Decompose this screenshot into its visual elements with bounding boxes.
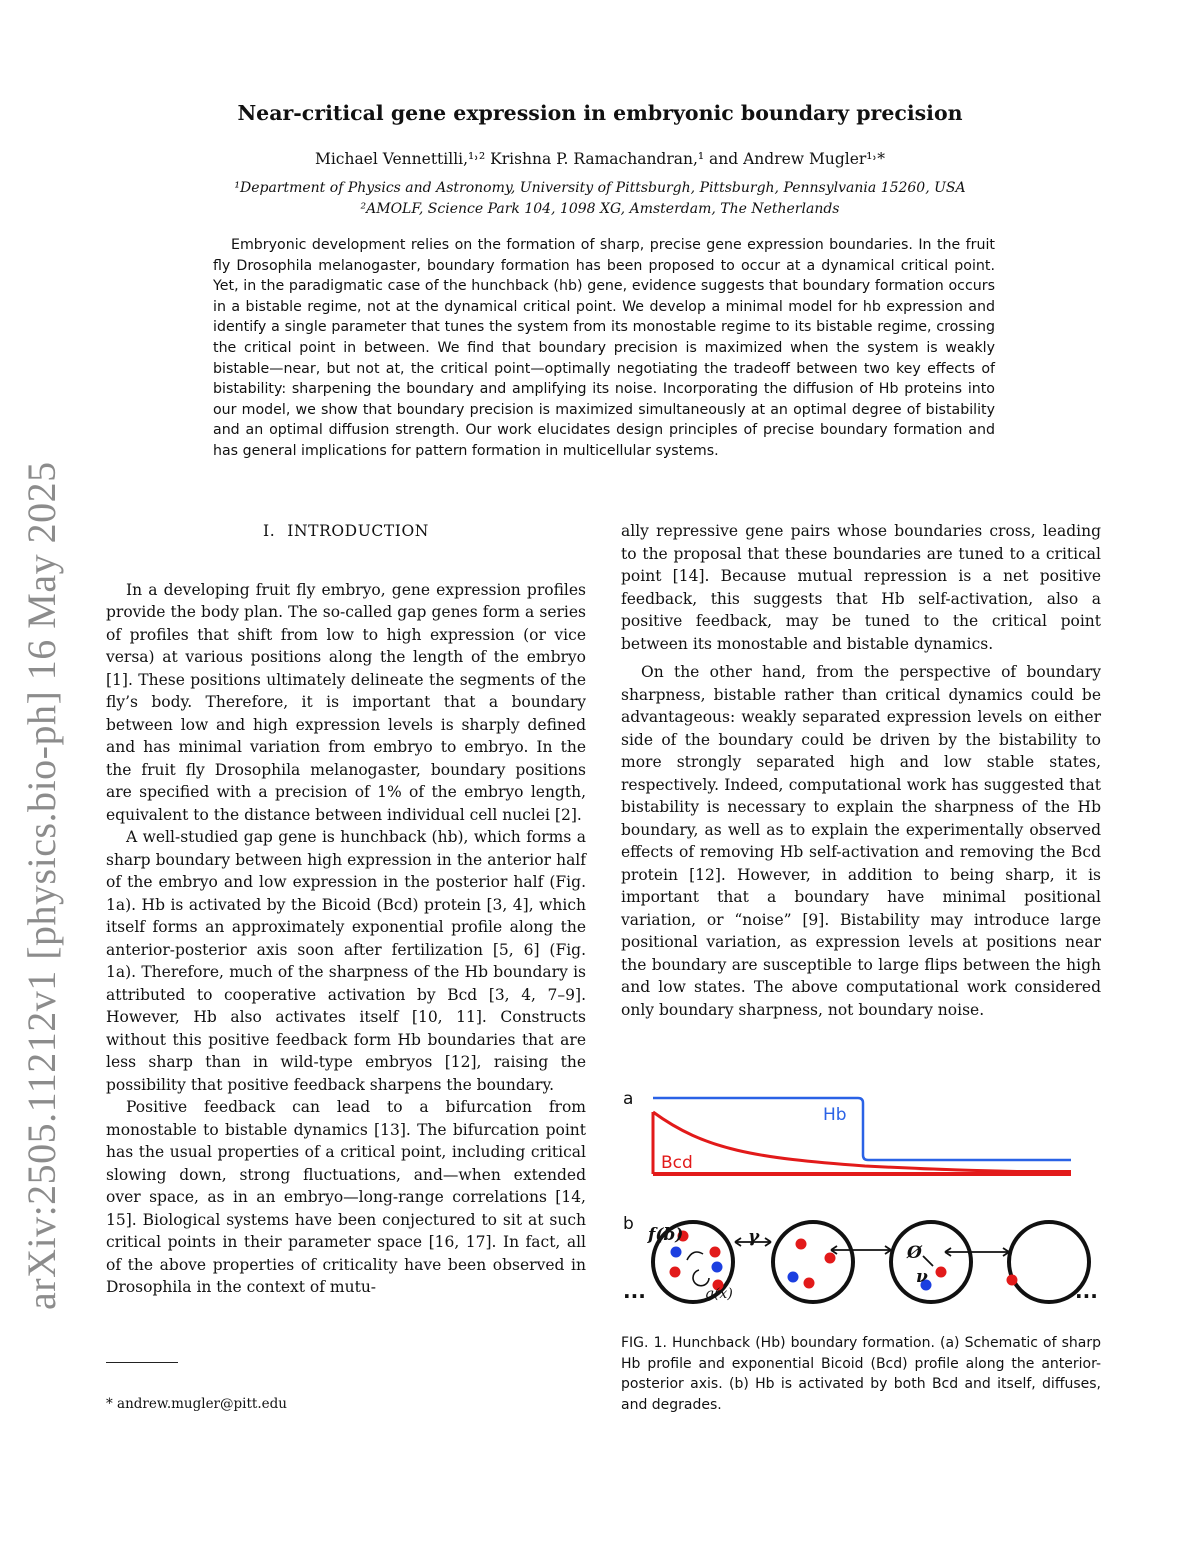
hb-protein-dot (710, 1247, 721, 1258)
section-title: INTRODUCTION (287, 522, 429, 540)
hb-label: Hb (823, 1105, 847, 1125)
hb-protein-dot (796, 1239, 807, 1250)
diffusion-rate-label: γ (748, 1227, 760, 1247)
bcd-label: Bcd (661, 1153, 693, 1173)
degradation-sink-label: Ø (907, 1243, 922, 1263)
arxiv-identifier: arXiv:2505.11212v1 [physics.bio-ph] 16 May 2025 (19, 461, 64, 1310)
footnote-divider (106, 1362, 178, 1363)
affiliation-2: ²AMOLF, Science Park 104, 1098 XG, Amsterdam, The Netherlands (360, 201, 840, 217)
degradation-arrow (923, 1256, 933, 1266)
footnote-email: * andrew.mugler@pitt.edu (106, 1396, 287, 1412)
nucleus-2 (773, 1222, 853, 1302)
right-column (621, 520, 1101, 1021)
nucleus-3 (891, 1222, 971, 1302)
author-list: Michael Vennettilli,¹˒² Krishna P. Ramachandran,¹ and Andrew Mugler¹˒* (314, 150, 886, 168)
paragraph-3: Positive feedback can lead to a bifurcation from monostable to bistable dynamics [13]. The bifurcation point has the usual properties of a critical point, including critical slowing down, strong fluctuations, and—when extended over space, as in an embryo—long-range correlations [14, 15]. Biological systems have been conjectured to sit at such critical points in their parameter space [16, 17]. In fact, all of the above properties of criticality have been observed in Drosophila in the context of mutu- (106, 1098, 586, 1296)
bcd-protein-dot (671, 1247, 682, 1258)
paragraph-4: ally repressive gene pairs whose boundaries cross, leading to the proposal that these boundaries are tuned to a critical point [14]. Because mutual repression is a net positive feedback, this suggests that Hb self-activation, also a positive feedback, may be tuned to the critical point between its monostable and bistable dynamics. (621, 522, 1101, 653)
bcd-protein-dot (712, 1262, 723, 1273)
hb-protein-dot (936, 1267, 947, 1278)
self-activation-loop (693, 1270, 709, 1286)
paragraph-5: On the other hand, from the perspective of boundary sharpness, bistable rather than critical dynamics could be advantageous: weakly separated expression levels on either side of the boundary could be driven by the bistability to more strongly separated high and low stable states, respectively. Indeed, computational work has suggested that bistability is necessary to explain the sharpness of the Hb boundary, as well as to explain the experimentally observed effects of removing Hb self-activation and removing the Bcd protein [12]. However, in addition to being sharp, it is important that a boundary have minimal positional variation, or “noise” [9]. Bistability may introduce large positional variation, as expression levels at positions near the boundary are susceptible to large flips between the high and low states. The above computational work considered only boundary sharpness, not boundary noise. (621, 663, 1101, 1019)
affiliation-1: ¹Department of Physics and Astronomy, University of Pittsburgh, Pittsburgh, Pennsylvania 15260, USA (234, 180, 966, 196)
hb-protein-dot (825, 1253, 836, 1264)
section-heading (106, 520, 586, 543)
panel-a-label: a (623, 1089, 634, 1109)
hb-protein-dot (804, 1278, 815, 1289)
self-activation-label: g(x) (705, 1286, 733, 1302)
figure-1-schematic (615, 1080, 1105, 1325)
figure-caption: FIG. 1. Hunchback (Hb) boundary formation. (a) Schematic of sharp Hb profile and exponential Bicoid (Bcd) profile along the anterior-posterior axis. (b) Hb is activated by both Bcd and itself, diffuses, and degrades. (621, 1335, 1101, 1413)
paragraph-2: A well-studied gap gene is hunchback (hb), which forms a sharp boundary between high expression in the anterior half of the embryo and low expression in the posterior half (Fig. 1a). Hb is activated by the Bicoid (Bcd) protein [3, 4], which itself forms an approximately exponential profile along the anterior-posterior axis soon after fertilization [5, 6] (Fig. 1a). Therefore, much of the sharpness of the Hb boundary is attributed to cooperative activation by Bcd [3, 4, 7–9]. However, Hb also activates itself [10, 11]. Constructs without this positive feedback form Hb boundaries that are less sharp than in wild-type embryos [12], raising the possibility that positive feedback sharpens the boundary. (106, 828, 586, 1094)
ellipsis-right: ... (1075, 1279, 1098, 1303)
left-column (106, 520, 586, 1299)
abstract: Embryonic development relies on the formation of sharp, precise gene expression boundaries. In the fruit fly Drosophila melanogaster, boundary formation has been proposed to occur at a dynamical critical point. Yet, in the paradigmatic case of the hunchback (hb) gene, evidence suggests that boundary formation occurs in a bistable regime, not at the dynamical critical point. We develop a minimal model for hb expression and identify a single parameter that tunes the system from its monostable regime to its bistable regime, crossing the critical point in between. We find that boundary precision is maximized when the system is weakly bistable—near, but not at, the critical point—optimally negotiating the tradeoff between two key effects of bistability: sharpening the boundary and amplifying its noise. Incorporating the diffusion of Hb proteins into our model, we show that boundary precision is maximized simultaneously at an optimal degree of bistability and an optimal diffusion strength. Our work elucidates design principles of precise boundary formation and has general implications for pattern formation in multicellular systems. (213, 237, 995, 459)
degradation-rate-label: ν (916, 1267, 928, 1287)
hb-protein-dot (1007, 1275, 1018, 1286)
section-number: I. (263, 522, 276, 540)
paper-title: Near-critical gene expression in embryonic boundary precision (237, 101, 963, 125)
activation-function-label: f(b) (648, 1225, 684, 1245)
bcd-protein-dot (788, 1272, 799, 1283)
ellipsis-left: ... (623, 1279, 646, 1303)
hb-protein-dot (670, 1267, 681, 1278)
activation-arrow (687, 1252, 703, 1260)
hb-profile-line (653, 1098, 1071, 1160)
figure-1 (615, 1080, 1105, 1325)
paragraph-1: In a developing fruit fly embryo, gene expression profiles provide the body plan. The so-called gap genes form a series of profiles that shift from low to high expression (or vice versa) at various positions along the length of the embryo [1]. These positions ultimately delineate the segments of the fly’s body. Therefore, it is important that a boundary between low and high expression levels is sharply defined and has minimal variation from embryo to embryo. In the the fruit fly Drosophila melanogaster, boundary positions are specified with a precision of 1% of the embryo length, equivalent to the distance between individual cell nuclei [2]. (106, 580, 586, 824)
panel-b-label: b (623, 1214, 634, 1234)
